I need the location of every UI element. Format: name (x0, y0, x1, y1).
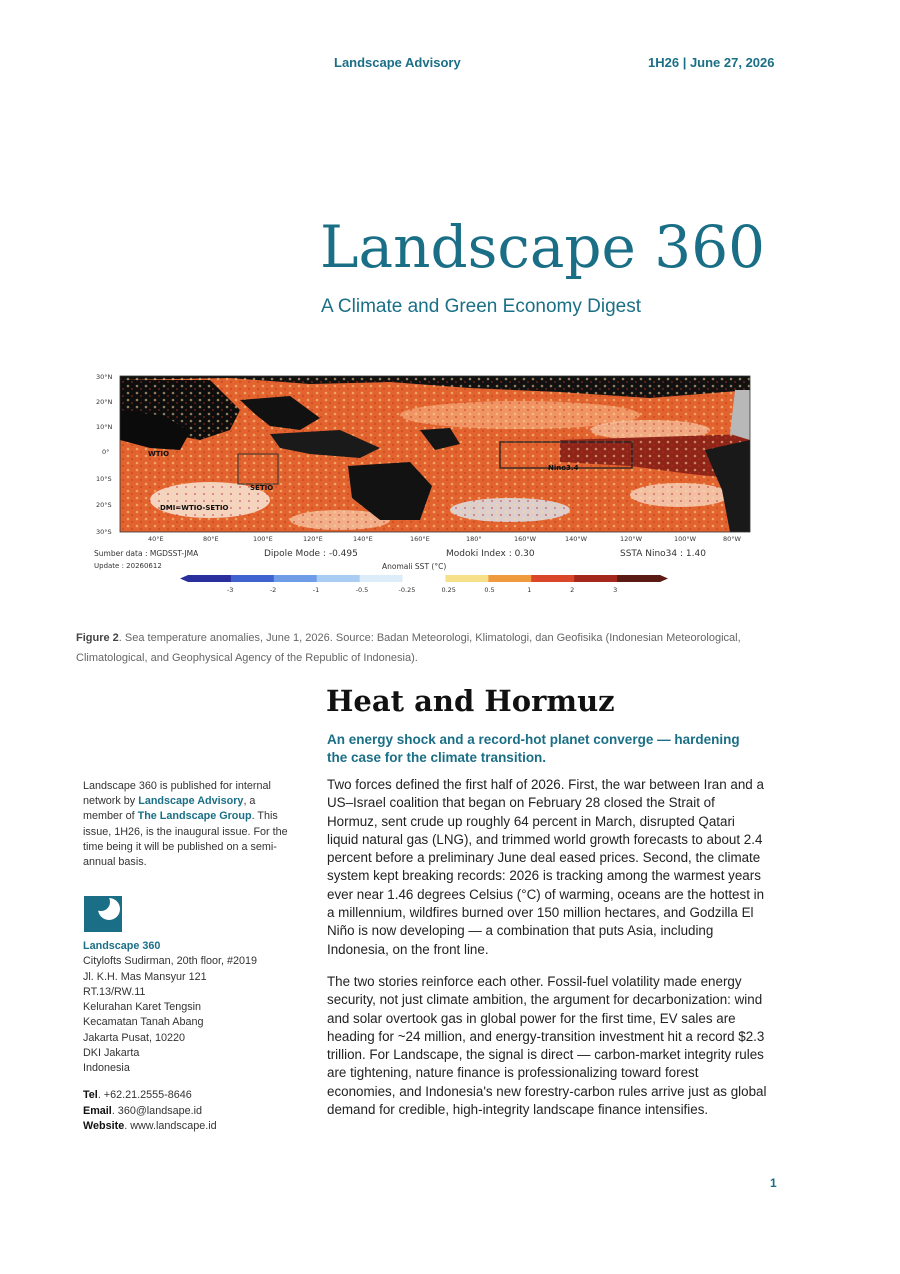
contact-email (83, 1104, 303, 1120)
tel-label: Tel (83, 1089, 98, 1101)
dipole-mode: Dipole Mode : -0.495 (264, 549, 358, 559)
colorbar-tick-label: 0.5 (484, 586, 495, 594)
colorbar-swatch (274, 575, 317, 582)
address-name: Landscape 360 (83, 940, 161, 952)
source-line: Sumber data : MGDSST-JMA (94, 549, 199, 558)
article-dek: An energy shock and a record-hot planet converge — hardening the case for the climate transition. (327, 732, 740, 765)
figure-info (94, 549, 706, 571)
colorbar-swatch (231, 575, 274, 582)
address-line: Jakarta Pusat, 10220 (83, 1031, 186, 1044)
address-line: Indonesia (83, 1062, 130, 1075)
org-link-landscape-group: The Landscape Group (137, 810, 252, 823)
region-label-dmi: DMI=WTIO-SETIO (160, 504, 229, 512)
lat-label: 10°N (96, 423, 113, 431)
colorbar-tick-label: -0.25 (398, 586, 416, 594)
header-issue-date: 1H26 | June 27, 2026 (648, 55, 775, 70)
website-value[interactable]: . www.landscape.id (124, 1120, 217, 1132)
lon-label: 180° (466, 535, 482, 543)
contact-block (83, 1088, 303, 1135)
caption-text: . Sea temperature anomalies, June 1, 2026. Source: Badan Meteorologi, Klimatologi, dan Geofisika (Indonesian Meteorological, Climatological, and Geophysical Agency of the Republic of Indonesia). (76, 632, 741, 664)
colorbar-swatch (574, 575, 617, 582)
lat-label: 30°S (96, 528, 112, 536)
note-text: . This issue, 1H26, is the inaugural issue. For the time being it will be published on a semi-annual basis. (83, 810, 288, 869)
contact-website (83, 1119, 303, 1135)
colorbar-tick-label: -3 (226, 586, 234, 594)
region-label-nino34: Nino3.4 (548, 464, 579, 472)
lon-label: 80°W (723, 535, 741, 543)
colorbar-tick-label: -2 (269, 586, 277, 594)
org-link-landscape-advisory: Landscape Advisory (138, 795, 244, 808)
contact-tel (83, 1088, 303, 1104)
tel-value[interactable]: . +62.21.2555-8646 (97, 1089, 192, 1101)
masthead-tagline: A Climate and Green Economy Digest (321, 296, 641, 317)
update-line: Update : 20260612 (94, 562, 162, 570)
region-label-setio: SETIO (250, 484, 274, 492)
colorbar-tick-label: 3 (613, 586, 618, 594)
colorbar-extend-low (180, 575, 188, 582)
article-paragraph: The two stories reinforce each other. Fossil-fuel volatility made energy security, not just climate ambition, the argument for decarbonization: wind and solar overtook gas in global power for the first time, EV sales are heading for ~24 million, and energy-transition investment hit a record $2.3 trillion. For Landscape, the signal is direct — carbon-market integrity rules are tightening, nature finance is professionalizing toward forest economies, and Indonesia's new forestry-carbon rules arrive just as global demand for credible, high-integrity landscape finance intensifies. (327, 973, 767, 1118)
colorbar-swatch (360, 575, 403, 582)
email-value[interactable]: . 360@landsape.id (111, 1104, 203, 1117)
article-title: Heat and Hormuz (326, 684, 615, 718)
page-number: 1 (770, 1176, 777, 1190)
lon-label: 40°E (148, 535, 164, 543)
caption-label: Figure 2 (76, 632, 119, 644)
region-label-wtio: WTIO (148, 450, 170, 458)
lon-label: 140°E (353, 535, 373, 543)
colorbar-swatch (617, 575, 660, 582)
address-line: Citylofts Sudirman, 20th floor, #2019 (83, 955, 258, 968)
figure-caption (76, 628, 796, 668)
colorbar-tick-label: 2 (570, 586, 575, 594)
lon-label: 120°E (303, 535, 323, 543)
lat-label: 10°S (96, 475, 112, 483)
lat-label: 0° (102, 448, 110, 456)
landscape-logo (84, 896, 122, 932)
latitude-labels (96, 373, 113, 536)
colorbar-tick-label: -0.5 (355, 586, 369, 594)
note-text: Landscape 360 is published for internal network by (83, 780, 271, 808)
lat-label: 30°N (96, 373, 113, 381)
lon-label: 120°W (620, 535, 643, 543)
colorbar-tick-label: 1 (527, 586, 532, 594)
address-line: Jl. K.H. Mas Mansyur 121 (83, 970, 207, 983)
colorbar-swatch (188, 575, 231, 582)
lon-label: 140°W (565, 535, 588, 543)
publication-note (83, 779, 293, 870)
colorbar-swatch (445, 575, 488, 582)
address-line: Kecamatan Tanah Abang (83, 1016, 204, 1029)
colorbar-ticks (227, 586, 617, 594)
website-label: Website (83, 1120, 125, 1132)
colorbar-extend-high (660, 575, 668, 582)
colorbar (180, 575, 668, 582)
article-body (327, 776, 767, 1133)
colorbar-title: Anomali SST (°C) (382, 562, 447, 571)
note-text: , a member of (83, 795, 256, 823)
colorbar-swatch (531, 575, 574, 582)
lat-label: 20°S (96, 501, 112, 509)
lon-label: 100°W (674, 535, 697, 543)
email-label: Email (83, 1104, 112, 1117)
colorbar-tick-label: 0.25 (441, 586, 456, 594)
masthead-title: Landscape 360 (320, 213, 765, 281)
lat-label: 20°N (96, 398, 113, 406)
colorbar-swatch (403, 575, 446, 582)
modoki-index: Modoki Index : 0.30 (446, 549, 535, 559)
address-block (83, 939, 293, 1077)
address-line: RT.13/RW.11 (83, 985, 146, 998)
lon-label: 80°E (203, 535, 219, 543)
colorbar-tick-label: -1 (312, 586, 320, 594)
longitude-labels (148, 535, 742, 543)
colorbar-swatch (317, 575, 360, 582)
lon-label: 100°E (253, 535, 273, 543)
sst-anomaly-figure (90, 370, 760, 610)
address-line: Kelurahan Karet Tengsin (83, 1001, 202, 1014)
colorbar-swatch (488, 575, 531, 582)
lon-label: 160°E (410, 535, 430, 543)
header-publisher: Landscape Advisory (334, 55, 461, 70)
lon-label: 160°W (514, 535, 537, 543)
ssta-nino34: SSTA Nino34 : 1.40 (620, 549, 706, 559)
article-paragraph: Two forces defined the first half of 2026. First, the war between Iran and a US–Israel coalition that began on February 28 closed the Strait of Hormuz, sent crude up roughly 64 percent in March, disrupted Qatari liquid natural gas (LNG), and trimmed world growth forecasts to about 2.4 percent before a preliminary June deal eased prices. Second, the climate system kept breaking records: 2026 is tracking among the warmest years ever near 1.46 degrees Celsius (°C) of warming, oceans are the hottest in a millennium, wildfires burned over 150 million hectares, and Godzilla El Niño is now developing — a combination that puts Asia, including Indonesia, on the front line. (327, 777, 765, 957)
address-line: DKI Jakarta (83, 1047, 140, 1060)
